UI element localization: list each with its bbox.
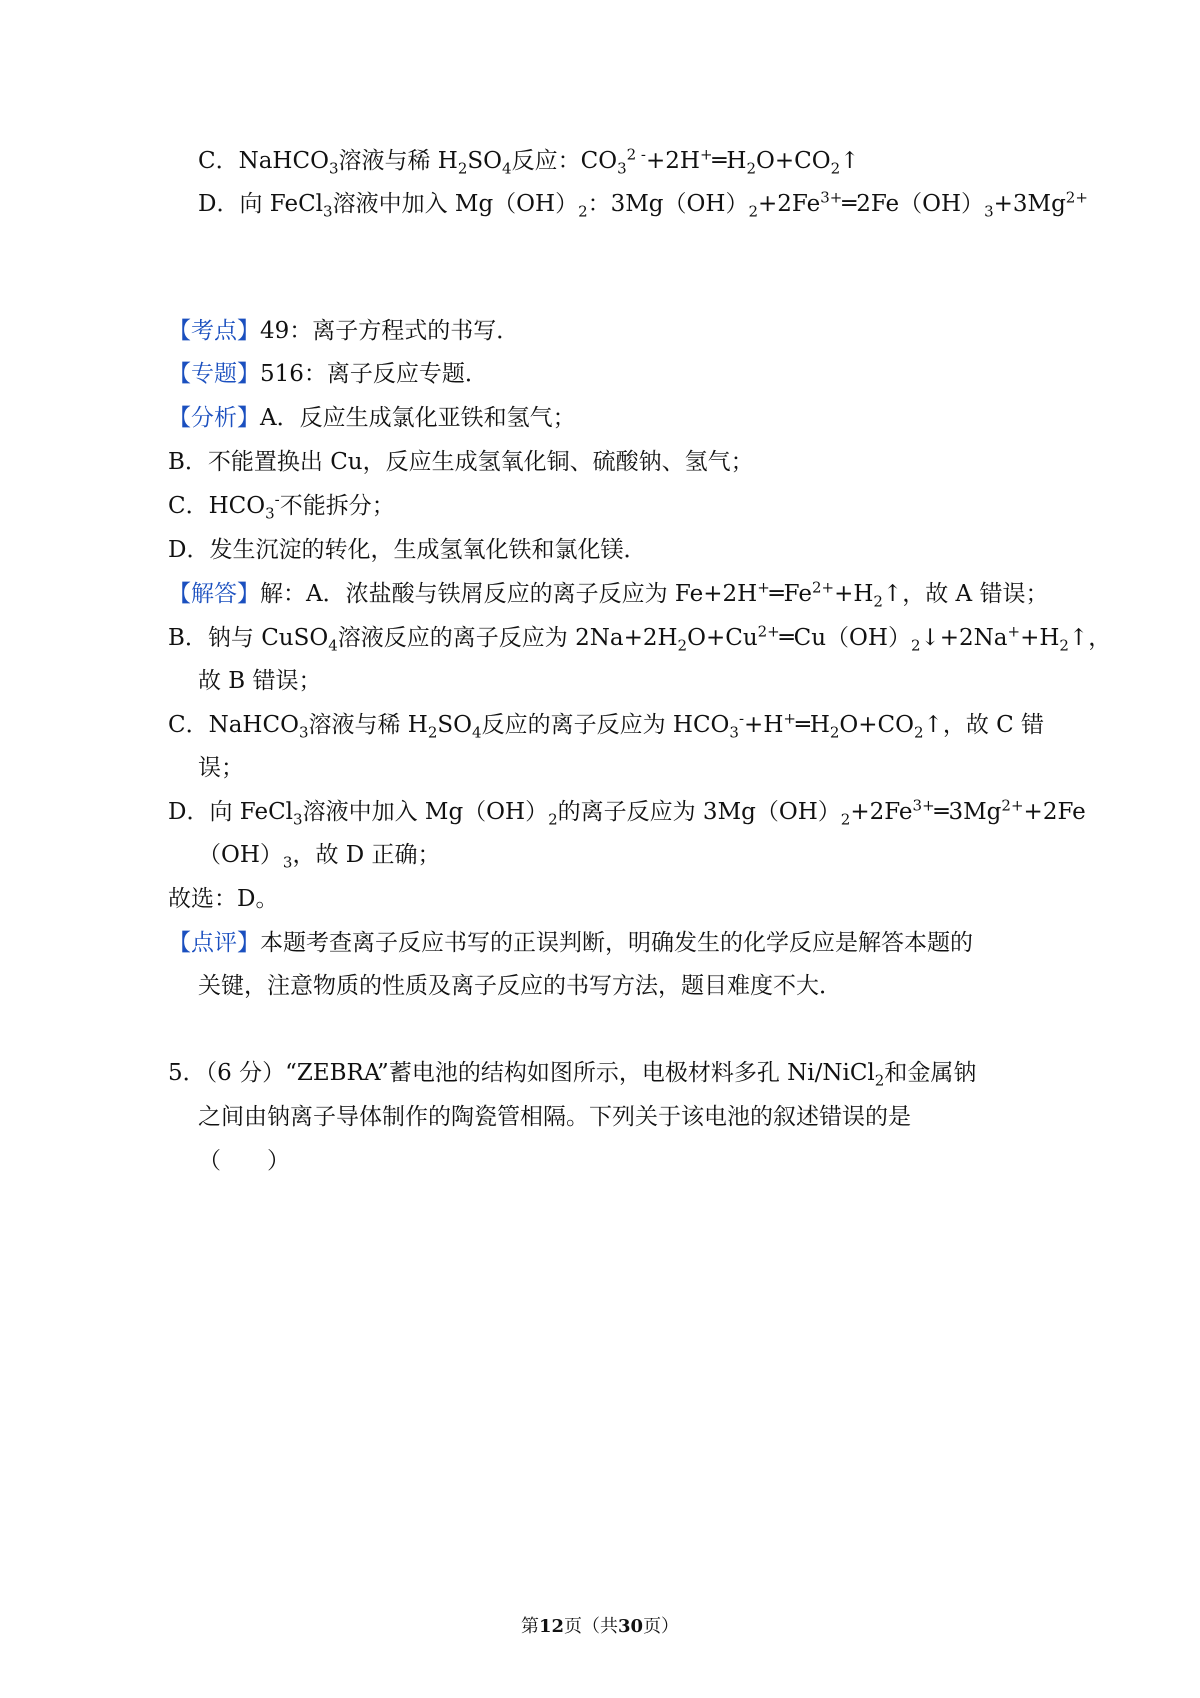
- jieda-line-d2: $(OH)_3$，故 D 正确；: [198, 842, 441, 872]
- kaodian-text: 49：离子方程式的书写．: [260, 318, 520, 344]
- option-d: D．向 FeCl$_3$溶液中加入 $Mg(OH)_2$：$3Mg(OH)_2+2Fe^{3+}═2Fe(OH)_3+3Mg^{2+}$: [198, 188, 1088, 221]
- dianping-line1: 【点评】本题考查离子反应书写的正误判断，明确发生的化学反应是解答本题的: [168, 930, 973, 956]
- jieda-line-a: 【解答】解：A．浓盐酸与铁屑反应的离子反应为 $Fe+2H^+═Fe^{2+}+H_2↑$，故 A 错误；: [168, 578, 1049, 611]
- question5-line2: 之间由钠离子导体制作的陶瓷管相隔。下列关于该电池的叙述错误的是: [198, 1104, 911, 1130]
- fenxi-line-d: D．发生沉淀的转化，生成氢氧化铁和氯化镁．: [168, 537, 647, 563]
- fenxi-line-b: B．不能置换出 Cu，反应生成氢氧化铜、硫酸钠、氢气；: [168, 449, 754, 475]
- zhuanti-line: [168, 358, 488, 390]
- fenxi-tag: 【分析】: [168, 405, 260, 431]
- jieda-line-c2: 误；: [198, 755, 244, 781]
- option-c: C．NaHCO$_3$溶液与稀 $H_2SO_4$反应：$CO_3^{2 -}+2H^+═H_2O+CO_2↑$: [198, 145, 860, 178]
- fenxi-line-a: 【分析】A．反应生成氯化亚铁和氢气；: [168, 405, 576, 431]
- jieda-line-c1: C．NaHCO$_3$溶液与稀 $H_2SO_4$反应的离子反应为 $HCO_3^-+H^+═H_2O+CO_2↑$，故 C 错: [168, 709, 1045, 742]
- zhuanti-text: 516：离子反应专题．: [260, 361, 488, 387]
- jieda-line-b1: B．钠与 CuSO$_4$溶液反应的离子反应为 $2Na+2H_2O+Cu^{2+}═Cu(OH)_2↓+2Na^++H_2↑$，: [168, 622, 1112, 655]
- fenxi-line-c: C．$HCO_3^-$不能拆分；: [168, 490, 395, 523]
- kaodian-line: [168, 315, 519, 347]
- jieda-choice: 故选：D。: [168, 886, 279, 912]
- page-number: 12: [538, 1616, 564, 1637]
- dianping-line2: 关键，注意物质的性质及离子反应的书写方法，题目难度不大．: [198, 973, 842, 999]
- page-footer: 第12页（共30页）: [520, 1616, 680, 1637]
- jieda-tag: 【解答】: [168, 581, 260, 607]
- jieda-line-b2: 故 B 错误；: [198, 668, 322, 694]
- kaodian-tag: 【考点】: [168, 318, 260, 344]
- question5-line1: 5．（6 分）“ZEBRA”蓄电池的结构如图所示，电极材料多孔 Ni/NiCl$_2$和金属钠: [168, 1060, 977, 1090]
- jieda-line-d1: D．向 FeCl$_3$溶液中加入 $Mg(OH)_2$的离子反应为 $3Mg(OH)_2+2Fe^{3+}═3Mg^{2+}+2Fe$: [168, 796, 1086, 829]
- dianping-tag: 【点评】: [168, 930, 260, 956]
- question5-answer-blank: （ ）: [198, 1148, 290, 1174]
- zhuanti-tag: 【专题】: [168, 361, 260, 387]
- page-total: 30: [618, 1616, 644, 1637]
